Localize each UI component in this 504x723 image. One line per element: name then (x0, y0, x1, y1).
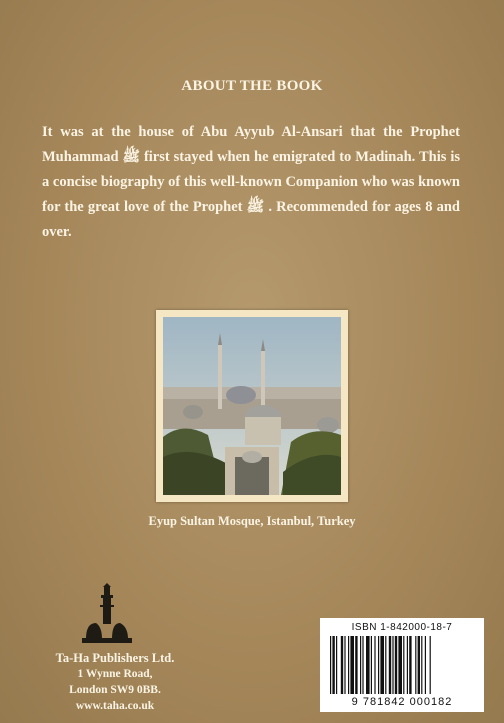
mosque-photo-frame (156, 310, 348, 502)
mosque-photo (163, 317, 341, 495)
description-line: Companion who was known for the great love of the (42, 174, 460, 215)
description-line: Madinah. This is a concise biography of this well-known (42, 149, 460, 190)
photo-caption: Eyup Sultan Mosque, Istanbul, Turkey (148, 514, 356, 528)
book-description (42, 120, 460, 245)
barcode-bars (328, 636, 476, 694)
publisher-address-line1: 1 Wynne Road, (77, 668, 153, 680)
publisher-name: Ta-Ha Publishers Ltd. (55, 651, 175, 665)
publisher-block (40, 650, 190, 714)
description-line: Prophet ﷺ . Recommended for ages 8 and over. (42, 199, 460, 240)
ean-number: 9 781842 000182 (351, 696, 453, 708)
description-line: It was at the house of Abu Ayyub Al-Ansari that the (42, 124, 403, 140)
isbn-number: ISBN 1-842000-18-7 (351, 622, 453, 633)
barcode-panel (320, 618, 484, 712)
publisher-website[interactable]: www.taha.co.uk (75, 700, 155, 712)
publisher-address-line2: London SW9 0BB. (69, 684, 161, 696)
description-line: Prophet Muhammad ﷺ first stayed when he emigrated to (42, 124, 461, 165)
minaret-logo-icon (82, 583, 132, 648)
about-heading: ABOUT THE BOOK (181, 78, 323, 94)
